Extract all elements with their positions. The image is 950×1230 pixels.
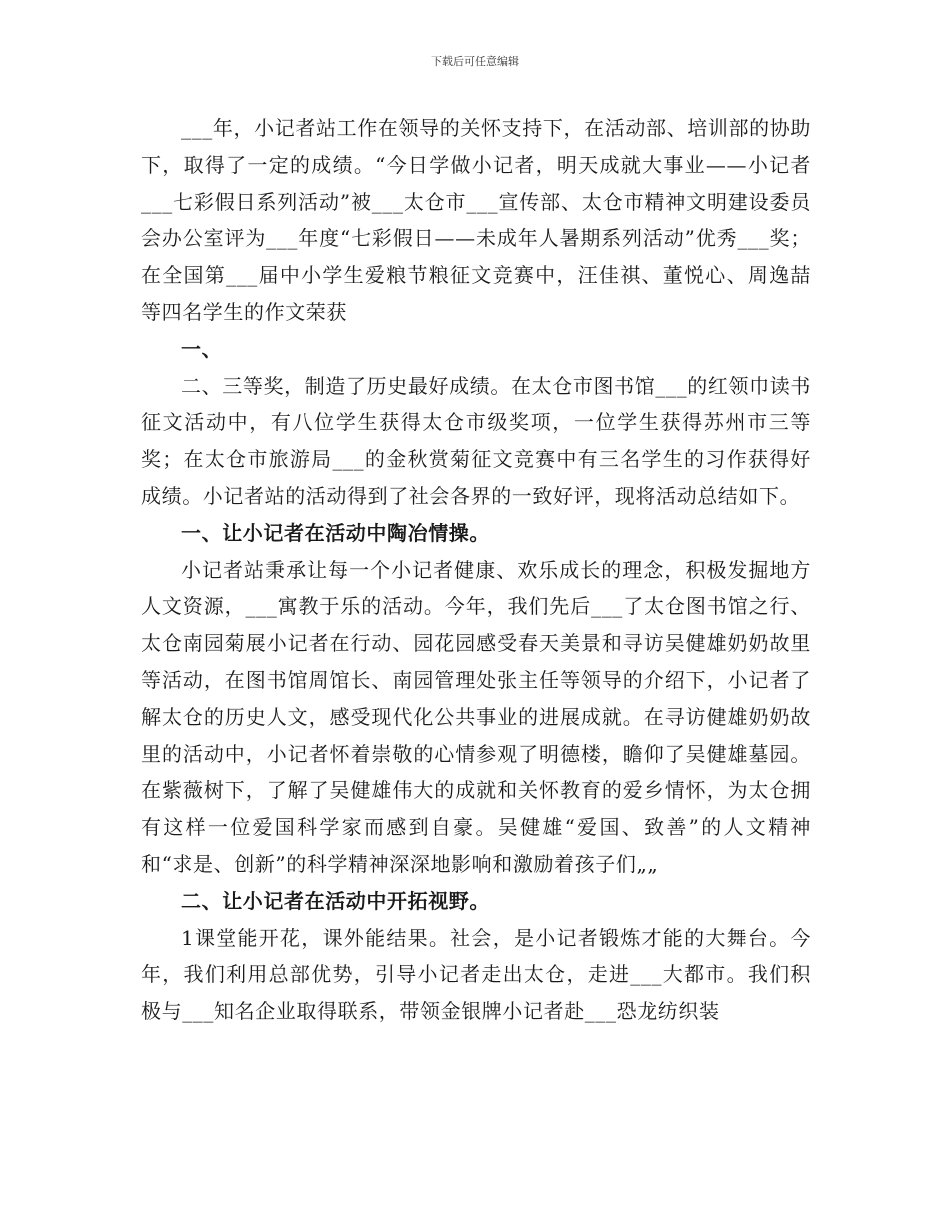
section-heading-1: 一、让小记者在活动中陶冶情操。 <box>181 520 490 545</box>
document-body <box>141 110 811 1030</box>
paragraph-intro: ___年，小记者站工作在领导的关怀支持下，在活动部、培训部的协助下，取得了一定的成绩。“今日学做小记者，明天成就大事业——小记者___七彩假日系列活动”被___太仓市___宣传部、太仓市精神文明建设委员会办公室评为___年度“七彩假日——未成年人暑期系列活动”优秀___奖；在全国第___届中小学生爱粮节粮征文竞赛中，汪佳祺、董悦心、周逸喆等四名学生的作文荣获 <box>141 116 811 324</box>
paragraph-section-1: 小记者站秉承让每一个小记者健康、欢乐成长的理念，积极发掘地方人文资源，___寓教于乐的活动。今年，我们先后___了太仓图书馆之行、太仓南园菊展小记者在行动、园花园感受春天美景和寻访吴健雄奶奶故里等活动，在图书馆周馆长、南园管理处张主任等领导的介绍下，小记者了解太仓的历史人文，感受现代化公共事业的进展成就。在寻访健雄奶奶故里的活动中，小记者怀着崇敬的心情参观了明德楼，瞻仰了吴健雄墓园。在紫薇树下，了解了吴健雄伟大的成就和关怀教育的爱乡情怀，为太仓拥有这样一位爱国科学家而感到自豪。吴健雄“爱国、致善”的人文精神和“求是、创新”的科学精神深深地影响和激励着孩子们„„ <box>141 557 811 876</box>
paragraph-awards: 二、三等奖，制造了历史最好成绩。在太仓市图书馆___的红领巾读书征文活动中，有八位学生获得太仓市级奖项，一位学生获得苏州市三等奖；在太仓市旅游局___的金秋赏菊征文竞赛中有三名学生的习作获得好成绩。小记者站的活动得到了社会各界的一致好评，现将活动总结如下。 <box>141 373 811 508</box>
paragraph-ordinal: 一、 <box>181 336 223 361</box>
header-note: 下载后可任意编辑 <box>431 55 519 68</box>
section-heading-2: 二、让小记者在活动中开拓视野。 <box>181 888 490 913</box>
paragraph-section-2: 1课堂能开花，课外能结果。社会，是小记者锻炼才能的大舞台。今年，我们利用总部优势，引导小记者走出太仓，走进___大都市。我们积极与___知名企业取得联系，带领金银牌小记者赴___恐龙纺织装 <box>141 925 811 1024</box>
